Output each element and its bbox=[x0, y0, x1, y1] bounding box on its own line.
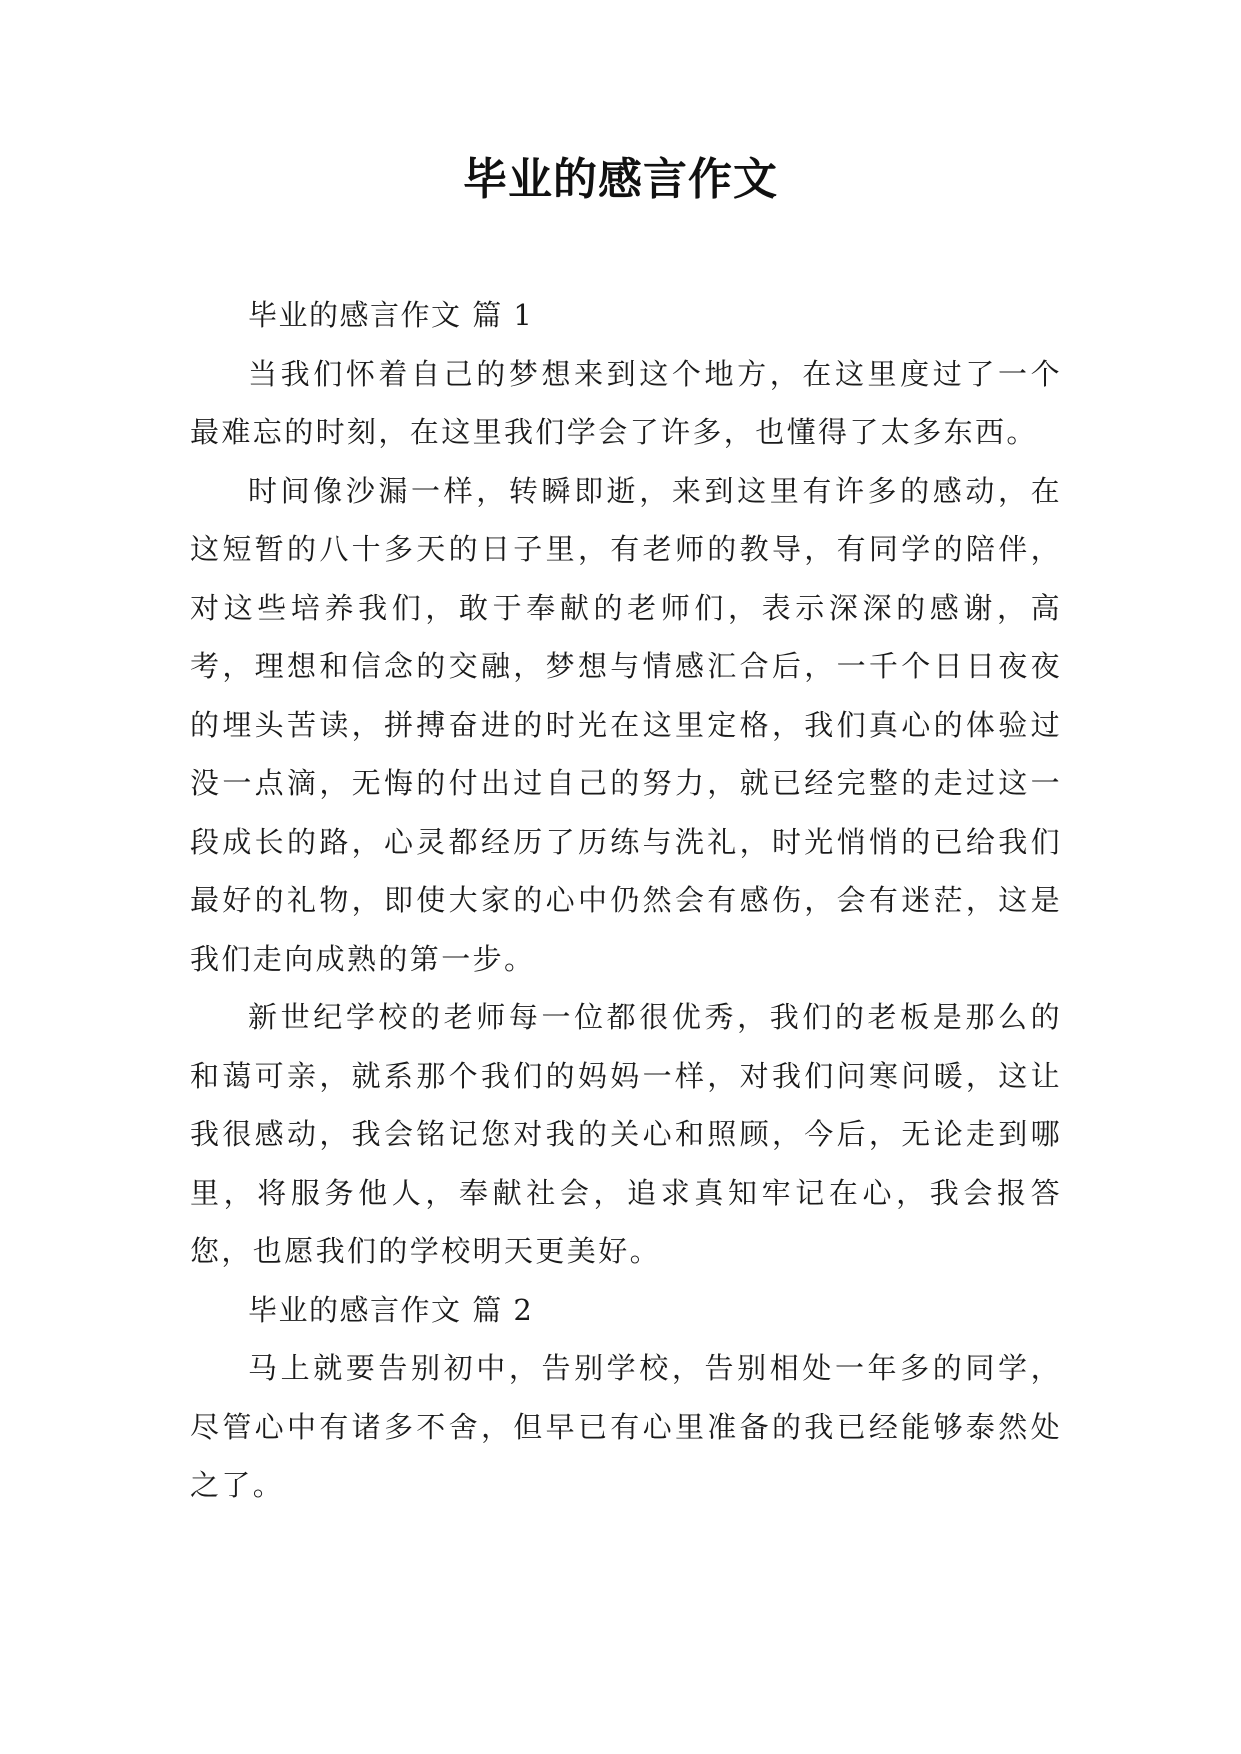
document-body bbox=[190, 286, 1062, 1515]
paragraph: 时间像沙漏一样，转瞬即逝，来到这里有许多的感动，在这短暂的八十多天的日子里，有老师的教导，有同学的陪伴，对这些培养我们，敢于奉献的老师们，表示深深的感谢，高考，理想和信念的交融，梦想与情感汇合后，一千个日日夜夜的埋头苦读，拼搏奋进的时光在这里定格，我们真心的体验过没一点滴，无悔的付出过自己的努力，就已经完整的走过这一段成长的路，心灵都经历了历练与洗礼，时光悄悄的已给我们最好的礼物，即使大家的心中仍然会有感伤，会有迷茫，这是我们走向成熟的第一步。 bbox=[190, 473, 1062, 976]
paragraph: 新世纪学校的老师每一位都很优秀，我们的老板是那么的和蔼可亲，就系那个我们的妈妈一样，对我们问寒问暖，这让我很感动，我会铭记您对我的关心和照顾，今后，无论走到哪里，将服务他人，奉献社会，追求真知牢记在心，我会报答您，也愿我们的学校明天更美好。 bbox=[190, 1000, 1062, 1268]
paragraph: 马上就要告别初中，告别学校，告别相处一年多的同学，尽管心中有诸多不舍，但早已有心里准备的我已经能够泰然处之了。 bbox=[190, 1351, 1062, 1502]
section-heading: 毕业的感言作文 篇 2 bbox=[248, 1292, 534, 1327]
section-heading: 毕业的感言作文 篇 1 bbox=[248, 298, 534, 332]
document-title: 毕业的感言作文 bbox=[463, 154, 778, 205]
paragraph: 当我们怀着自己的梦想来到这个地方，在这里度过了一个最难忘的时刻，在这里我们学会了许多，也懂得了太多东西。 bbox=[190, 356, 1062, 449]
